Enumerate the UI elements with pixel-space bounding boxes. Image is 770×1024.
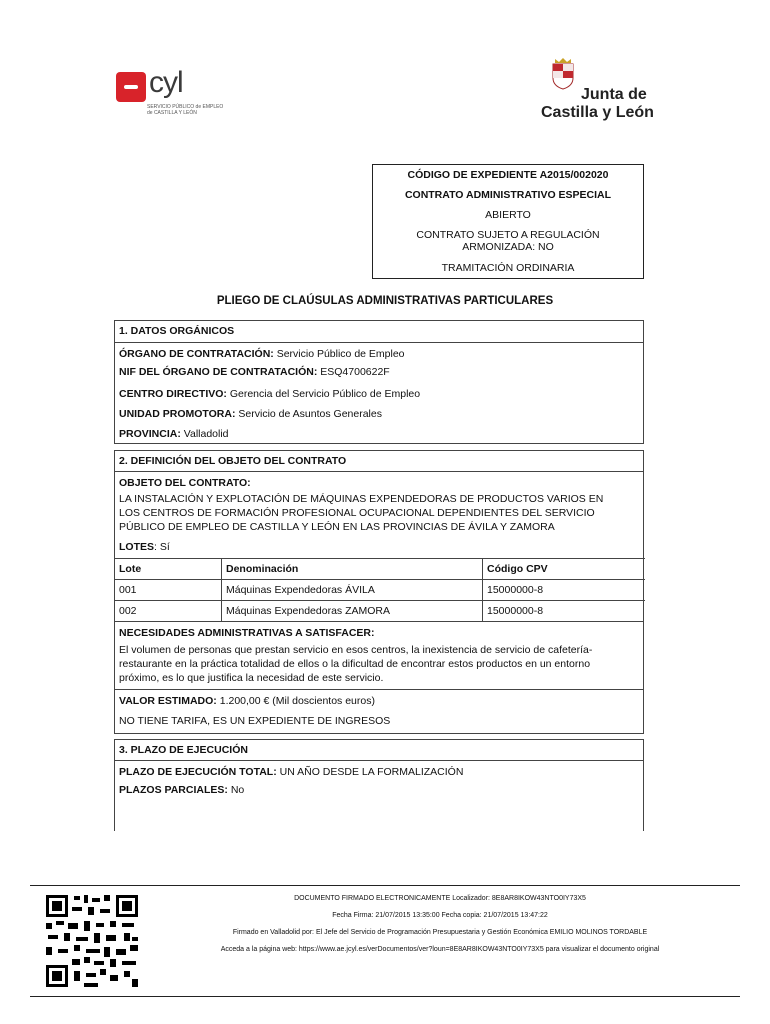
table-row-cpv: 15000000-8 (483, 579, 645, 600)
lotes-label: LOTES (119, 541, 155, 553)
tramitacion: TRAMITACIÓN ORDINARIA (441, 262, 575, 274)
regulation-line1: CONTRATO SUJETO A REGULACIÓN (416, 229, 600, 241)
necesidades-label: NECESIDADES ADMINISTRATIVAS A SATISFACER: (115, 621, 643, 640)
plazos-parciales-row (115, 784, 643, 797)
table-row-denominacion: Máquinas Expendedoras ZAMORA (222, 600, 483, 621)
plazo-total-label: PLAZO DE EJECUCIÓN TOTAL: (119, 766, 277, 778)
plazos-parciales-label: PLAZOS PARCIALES: (119, 784, 228, 796)
organo-row (115, 342, 643, 364)
centro-row (115, 388, 643, 401)
lotes-table (115, 558, 645, 621)
section3-heading: 3. PLAZO DE EJECUCIÓN (119, 744, 248, 756)
objeto-line2: LOS CENTROS DE FORMACIÓN PROFESIONAL OCUPACIONAL DEPENDIENTES DEL SERVICIO (119, 507, 595, 519)
organo-value: Servicio Público de Empleo (273, 348, 405, 360)
provincia-value: Valladolid (180, 428, 229, 440)
centro-value: Gerencia del Servicio Público de Empleo (226, 388, 421, 400)
procedure: ABIERTO (485, 209, 531, 221)
lotes-header-cpv: Código CPV (483, 558, 645, 579)
regulation-line2: ARMONIZADA: NO (462, 241, 554, 253)
coat-of-arms-icon (551, 58, 575, 90)
necesidades-line3: próximo, es lo que justifica la necesidad de este servicio. (119, 672, 384, 684)
ecyl-logo-subtitle: SERVICIO PÚBLICO de EMPLEO de CASTILLA Y LEÓN (147, 104, 224, 116)
provincia-row (115, 428, 643, 441)
necesidades-line2: restaurante en la práctica totalidad de ellos o la dificultad de encontrar estos productos en un entorno (119, 658, 591, 670)
table-row-lote: 001 (115, 579, 222, 600)
valor-label: VALOR ESTIMADO: (119, 695, 217, 707)
table-row-denominacion: Máquinas Expendedoras ÁVILA (222, 579, 483, 600)
expediente-code: CÓDIGO DE EXPEDIENTE A2015/002020 (407, 169, 609, 181)
junta-logo-line2: Castilla y León (541, 104, 654, 121)
unidad-label: UNIDAD PROMOTORA: (119, 408, 236, 420)
lotes-value: : Sí (154, 541, 170, 553)
section2-heading: 2. DEFINICIÓN DEL OBJETO DEL CONTRATO (119, 455, 347, 467)
footer-verify-link[interactable]: Acceda a la página web: https://www.ae.jcyl.es/verDocumentos/ver?loun=8E8AR8IKOW43NTO0IY73X5 para visualizar el documento original (220, 946, 660, 953)
ecyl-logo-text: cyl (149, 66, 183, 99)
footer-bottom-rule (30, 996, 740, 997)
centro-label: CENTRO DIRECTIVO: (119, 388, 227, 400)
table-row-cpv: 15000000-8 (483, 600, 645, 621)
footer-signed-notice: DOCUMENTO FIRMADO ELECTRONICAMENTE Localizador: 8E8AR8IKOW43NTO0IY73X5 (294, 895, 586, 902)
table-row-lote: 002 (115, 600, 222, 621)
organo-label: ÓRGANO DE CONTRATACIÓN: (119, 348, 274, 360)
footer-top-rule (30, 885, 740, 886)
tarifa-text: NO TIENE TARIFA, ES UN EXPEDIENTE DE INGRESOS (119, 715, 391, 727)
qr-code-icon (44, 893, 140, 989)
unidad-row (115, 408, 643, 421)
valor-row (115, 689, 643, 708)
footer-dates: Fecha Firma: 21/07/2015 13:35:00 Fecha copia: 21/07/2015 13:47:22 (332, 912, 548, 919)
section1-heading: 1. DATOS ORGÁNICOS (119, 325, 235, 337)
section-datos-organicos (114, 320, 644, 444)
plazo-total-value: UN AÑO DESDE LA FORMALIZACIÓN (276, 766, 464, 778)
objeto-line1: LA INSTALACIÓN Y EXPLOTACIÓN DE MÁQUINAS EXPENDEDORAS DE PRODUCTOS VARIOS EN (119, 493, 604, 505)
junta-logo (541, 58, 665, 122)
nif-label: NIF DEL ÓRGANO DE CONTRATACIÓN: (119, 366, 318, 378)
plazos-parciales-value: No (227, 784, 245, 796)
plazo-total-row (115, 760, 643, 779)
expediente-box (372, 164, 644, 279)
nif-row (115, 366, 643, 379)
junta-logo-line1: Junta de (581, 86, 647, 103)
lotes-row (115, 541, 643, 554)
necesidades-line1: El volumen de personas que prestan servicio en esos centros, la inexistencia de servicio de cafetería- (119, 644, 593, 656)
provincia-label: PROVINCIA: (119, 428, 181, 440)
objeto-line3: PÚBLICO DE EMPLEO DE CASTILLA Y LEÓN EN LAS PROVINCIAS DE ÁVILA Y ZAMORA (119, 521, 555, 533)
ecyl-e-icon (116, 72, 146, 102)
section-plazo-ejecucion (114, 739, 644, 831)
valor-value: 1.200,00 € (Mil doscientos euros) (216, 695, 375, 707)
lotes-header-lote: Lote (115, 558, 222, 579)
section-objeto-contrato (114, 450, 644, 734)
lotes-header-denominacion: Denominación (222, 558, 483, 579)
contract-type: CONTRATO ADMINISTRATIVO ESPECIAL (404, 189, 612, 201)
unidad-value: Servicio de Asuntos Generales (235, 408, 382, 420)
ecyl-logo (116, 66, 226, 120)
nif-value: ESQ4700622F (317, 366, 390, 378)
footer-signer: Firmado en Valladolid por: El Jefe del Servicio de Programación Presupuestaria y Gestión Económica EMILIO MOLINOS TORDABLE (232, 929, 648, 936)
objeto-label: OBJETO DEL CONTRATO: (115, 471, 643, 490)
document-title: PLIEGO DE CLAÚSULAS ADMINISTRATIVAS PARTICULARES (216, 295, 554, 307)
